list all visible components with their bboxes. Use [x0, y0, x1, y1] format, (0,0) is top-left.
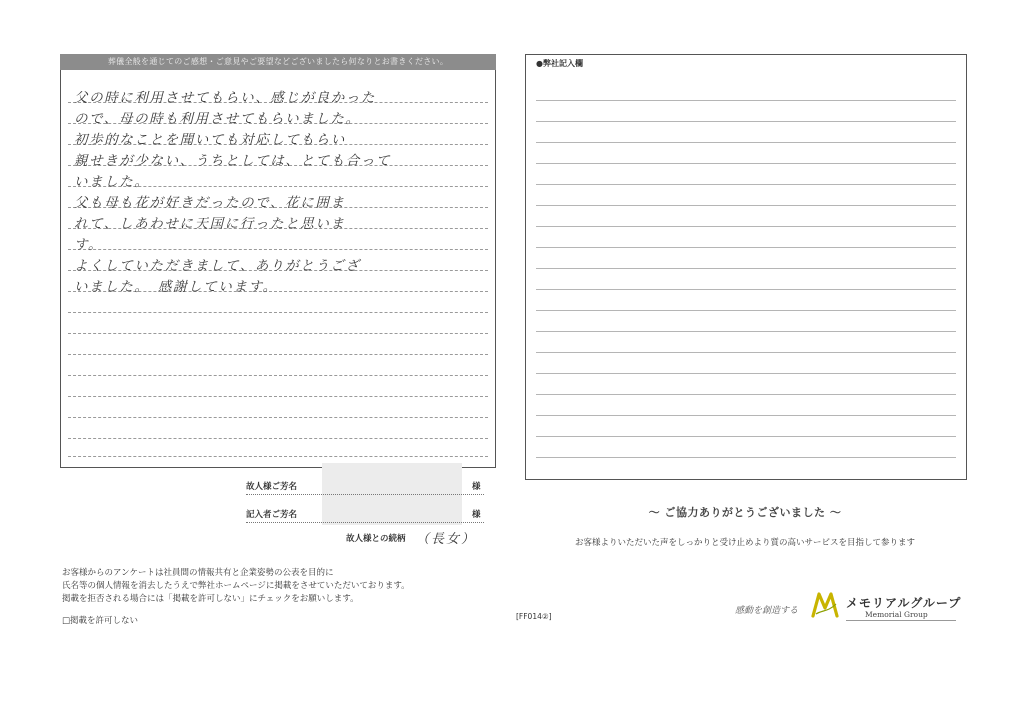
writer-name-label: 記入者ご芳名 — [246, 510, 298, 520]
relation-value: （長女） — [416, 532, 477, 547]
deceased-honorific: 様 — [472, 482, 481, 492]
handwritten-line: れて、しあわせに天国に行ったと思いま — [74, 216, 346, 232]
staff-box-title: ●弊社記入欄 — [536, 59, 583, 68]
handwritten-line: 初歩的なことを聞いても対応してもらい — [74, 132, 346, 148]
comment-header: 葬儀全般を通じてのご感想・ご意見やご要望などございましたら何なりとお書きください。 — [60, 54, 496, 70]
publish-refusal-checkbox[interactable]: □掲載を許可しない — [62, 616, 139, 626]
privacy-notice-line: 掲載を拒否される場合には「掲載を許可しない」にチェックをお願いします。 — [62, 594, 359, 604]
writer-name-line — [246, 522, 484, 523]
relation-label: 故人様との続柄 — [346, 534, 406, 544]
thanks-title: ～ ご協力ありがとうございました ～ — [648, 506, 842, 519]
staff-box — [525, 54, 967, 480]
handwritten-line: 父も母も花が好きだったので、花に囲ま — [74, 195, 346, 211]
handwritten-line: よくしていただきまして、ありがとうござ — [74, 258, 361, 274]
thanks-subtitle: お客様よりいただいた声をしっかりと受け止めより質の高いサービスを目指して参ります — [574, 538, 915, 548]
logo-underline — [846, 620, 956, 621]
deceased-name-line — [246, 494, 484, 495]
handwritten-line: 父の時に利用させてもらい、感じが良かった — [74, 90, 376, 106]
privacy-notice-line: 氏名等の個人情報を消去したうえで弊社ホームページに掲載をさせていただいております。 — [62, 581, 410, 591]
handwritten-line: 親せきが少ない、うちとしては、とても合って — [74, 153, 392, 169]
handwritten-line: ので、母の時も利用させてもらいました。 — [74, 111, 361, 127]
company-name: メモリアルグループ — [846, 596, 962, 610]
company-slogan: 感動を創造する — [735, 606, 799, 616]
form-code: [FF014②] — [516, 612, 552, 621]
company-name-english: Memorial Group — [865, 610, 928, 619]
writer-honorific: 様 — [472, 510, 481, 520]
memorial-logo-icon — [810, 590, 840, 620]
deceased-name-label: 故人様ご芳名 — [246, 482, 298, 492]
handwritten-line: いました。 — [74, 174, 150, 190]
handwritten-line: す。 — [74, 237, 104, 253]
privacy-notice-line: お客様からのアンケートは社員間の情報共有と企業姿勢の公表を目的に — [62, 568, 334, 578]
handwritten-line: いました。 感謝しています。 — [74, 279, 278, 295]
